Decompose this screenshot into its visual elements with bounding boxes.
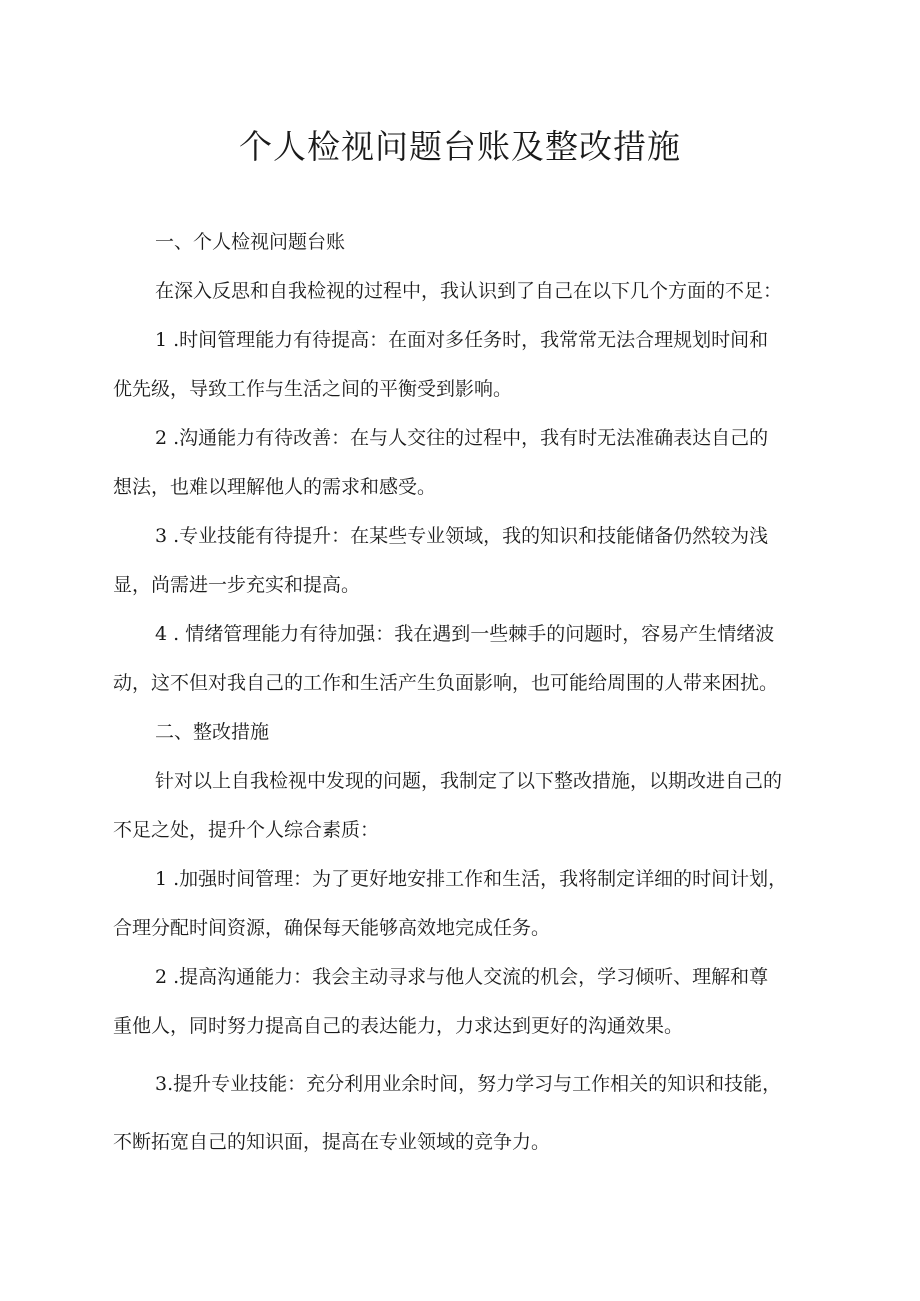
section-heading-ledger: 一、个人检视问题台账	[155, 231, 346, 253]
ledger-item-3-line-2: 显，尚需进一步充实和提高。	[113, 574, 361, 596]
ledger-item-1-line-2: 优先级，导致工作与生活之间的平衡受到影响。	[113, 378, 513, 400]
measure-item-1-line-2: 合理分配时间资源，确保每天能够高效地完成任务。	[113, 917, 551, 939]
measure-item-3-line-1: 3.提升专业技能：充分利用业余时间，努力学习与工作相关的知识和技能，	[155, 1073, 782, 1095]
ledger-item-4-line-1: 4 . 情绪管理能力有待加强：我在遇到一些棘手的问题时，容易产生情绪波	[155, 623, 775, 645]
section-intro-measures-line-1: 针对以上自我检视中发现的问题，我制定了以下整改措施，以期改进自己的	[155, 770, 783, 792]
document-body	[113, 225, 825, 1174]
section-intro-measures-line-2: 不足之处，提升个人综合素质：	[113, 819, 380, 841]
ledger-item-4-line-2: 动，这不但对我自己的工作和生活产生负面影响，也可能给周围的人带来困扰。	[113, 672, 779, 694]
section-intro-ledger: 在深入反思和自我检视的过程中，我认识到了自己在以下几个方面的不足：	[155, 280, 783, 302]
measure-item-1-line-1: 1 .加强时间管理：为了更好地安排工作和生活，我将制定详细的时间计划，	[155, 868, 788, 890]
ledger-item-2-line-1: 2 .沟通能力有待改善：在与人交往的过程中，我有时无法准确表达自己的	[155, 427, 769, 449]
measure-item-2-line-2: 重他人，同时努力提高自己的表达能力，力求达到更好的沟通效果。	[113, 1015, 684, 1037]
ledger-item-1-line-1: 1 .时间管理能力有待提高：在面对多任务时，我常常无法合理规划时间和	[155, 329, 769, 351]
section-heading-measures: 二、整改措施	[155, 721, 270, 743]
page-title: 个人检视问题台账及整改措施	[239, 127, 681, 166]
measure-item-3-line-2: 不断拓宽自己的知识面，提高在专业领域的竞争力。	[113, 1131, 551, 1153]
ledger-item-3-line-1: 3 .专业技能有待提升：在某些专业领域，我的知识和技能储备仍然较为浅	[155, 525, 769, 547]
measure-item-2-line-1: 2 .提高沟通能力：我会主动寻求与他人交流的机会，学习倾听、理解和尊	[155, 966, 769, 988]
ledger-item-2-line-2: 想法，也难以理解他人的需求和感受。	[113, 476, 437, 498]
